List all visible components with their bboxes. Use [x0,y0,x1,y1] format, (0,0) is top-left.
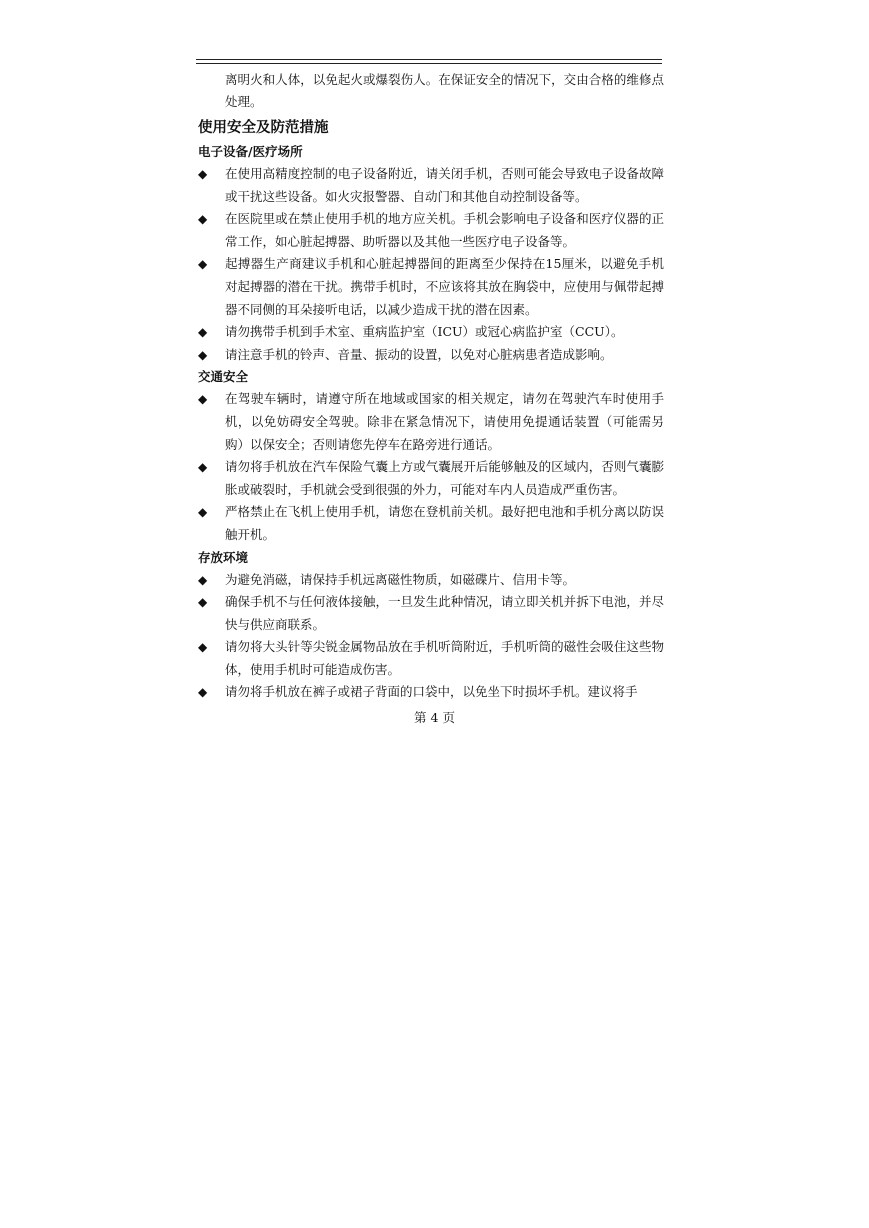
bullet-diamond-icon: ◆ [198,595,208,610]
list-item [198,591,664,636]
bullet-diamond-icon: ◆ [198,167,208,181]
list-item-text: 在使用高精度控制的电子设备附近，请关闭手机，否则可能会导致电子设备故障或干扰这些设备。如火灾报警器、自动门和其他自动控制设备等。 [225,166,664,204]
list-item-text: 在驾驶车辆时，请遵守所在地域或国家的相关规定，请勿在驾驶汽车时使用手机，以免妨碍安全驾驶。除非在紧急情况下，请使用免提通话装置（可能需另购）以保安全；否则请您先停车在路旁进行通话。 [225,391,664,452]
bullet-diamond-icon: ◆ [198,505,208,520]
bullet-diamond-icon: ◆ [198,325,208,340]
bullet-diamond-icon: ◆ [198,347,208,362]
bullet-diamond-icon: ◆ [198,640,208,655]
list-item-text: 为避免消磁，请保持手机远离磁性物质，如磁碟片、信用卡等。 [225,571,576,587]
subsection-title-storage: 存放环境 [198,549,249,565]
list-item-text: 请勿携带手机到手术室、重病监护室（ICU）或冠心病监护室（CCU）。 [225,324,624,340]
header-rule-secondary [196,63,662,64]
bullet-diamond-icon: ◆ [198,212,208,227]
list-item [198,388,664,456]
list-item-text: 严格禁止在飞机上使用手机，请您在登机前关机。最好把电池和手机分离以防误触开机。 [225,504,664,542]
list-item-text: 在医院里或在禁止使用手机的地方应关机。手机会影响电子设备和医疗仪器的正常工作，如心脏起搏器、助听器以及其他一些医疗电子设备等。 [225,211,664,249]
list-item [198,569,664,592]
subsection-title-traffic: 交通安全 [198,369,249,385]
page-number: 第 4 页 [414,710,455,725]
list-item [198,501,664,546]
bullet-diamond-icon: ◆ [198,460,208,475]
page-content [198,69,664,704]
bullet-diamond-icon: ◆ [198,392,208,407]
list-item [198,253,664,321]
list-item-text: 起搏器生产商建议手机和心脏起搏器间的距离至少保持在15厘米，以避免手机对起搏器的潜在干扰。携带手机时，不应该将其放在胸袋中，应使用与佩带起搏器不同侧的耳朵接听电话，以减少造成干扰的潜在因素。 [225,256,664,317]
subsection-title-electronics: 电子设备/医疗场所 [198,144,303,159]
list-item [198,456,664,501]
bullet-diamond-icon: ◆ [198,572,208,587]
intro-paragraph: 离明火和人体，以免起火或爆裂伤人。在保证安全的情况下，交由合格的维修点处理。 [225,72,664,109]
bullet-diamond-icon: ◆ [198,257,208,272]
list-item-text: 请勿将手机放在汽车保险气囊上方或气囊展开后能够触及的区域内，否则气囊膨胀或破裂时，手机就会受到很强的外力，可能对车内人员造成严重伤害。 [225,459,664,497]
list-item [198,636,664,681]
list-item [198,163,664,208]
list-item-text: 确保手机不与任何液体接触，一旦发生此种情况，请立即关机并拆下电池，并尽快与供应商联系。 [225,594,664,632]
section-title: 使用安全及防范措施 [198,120,329,136]
bullet-diamond-icon: ◆ [198,685,208,700]
list-item [198,681,664,704]
header-rule [196,59,662,60]
list-item [198,208,664,253]
list-item-text: 请注意手机的铃声、音量、振动的设置，以免对心脏病患者造成影响。 [225,346,613,362]
list-item [198,344,664,367]
list-item [198,321,664,344]
list-item-text: 请勿将手机放在裤子或裙子背面的口袋中，以免坐下时损坏手机。建议将手 [225,684,638,700]
list-item-text: 请勿将大头针等尖锐金属物品放在手机听筒附近，手机听筒的磁性会吸住这些物体，使用手机时可能造成伤害。 [225,639,664,677]
